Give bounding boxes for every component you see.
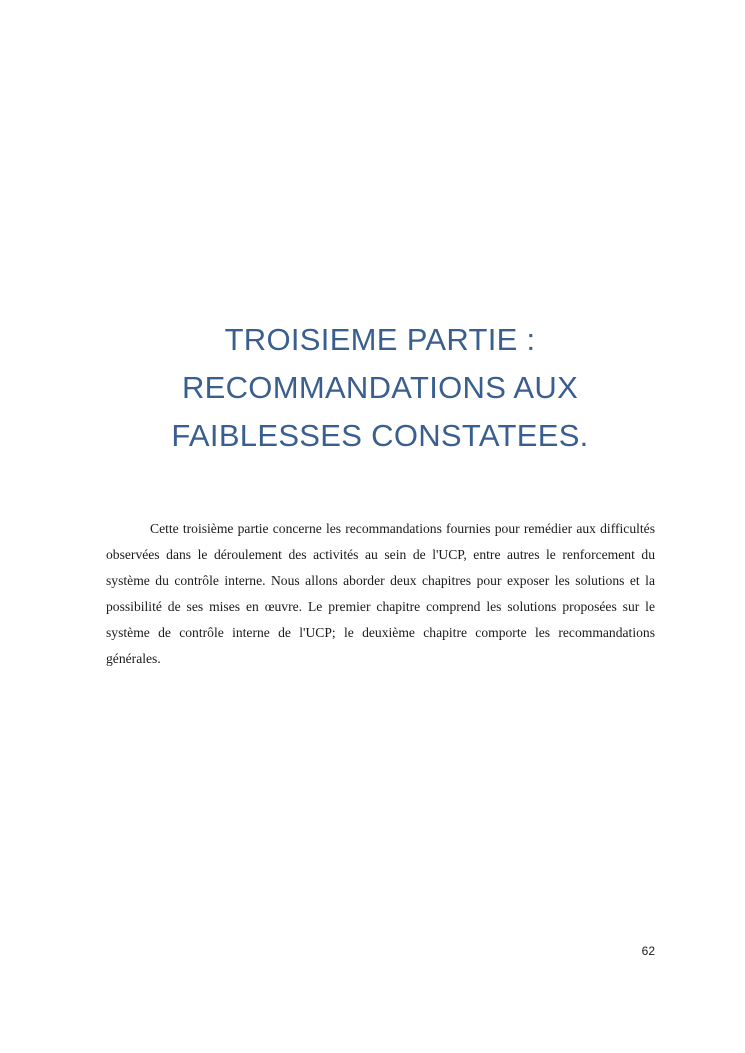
intro-paragraph: Cette troisième partie concerne les recommandations fournies pour remédier aux difficultés observées dans le déroulement des activités au sein de l'UCP, entre autres le renforcement du système du contrôle interne. Nous allons aborder deux chapitres pour exposer les solutions et la possibilité de ses mises en œuvre. Le premier chapitre comprend les solutions proposées sur le système de contrôle interne de l'UCP; le deuxième chapitre comporte les recommandations générales.: [106, 521, 655, 666]
part-title-line-1: TROISIEME PARTIE :: [224, 322, 536, 357]
part-title-line-3: FAIBLESSES CONSTATEES.: [171, 418, 589, 453]
part-title-line-2: RECOMMANDATIONS AUX: [181, 370, 579, 405]
page-number: 62: [641, 944, 655, 958]
part-title: [60, 316, 700, 460]
